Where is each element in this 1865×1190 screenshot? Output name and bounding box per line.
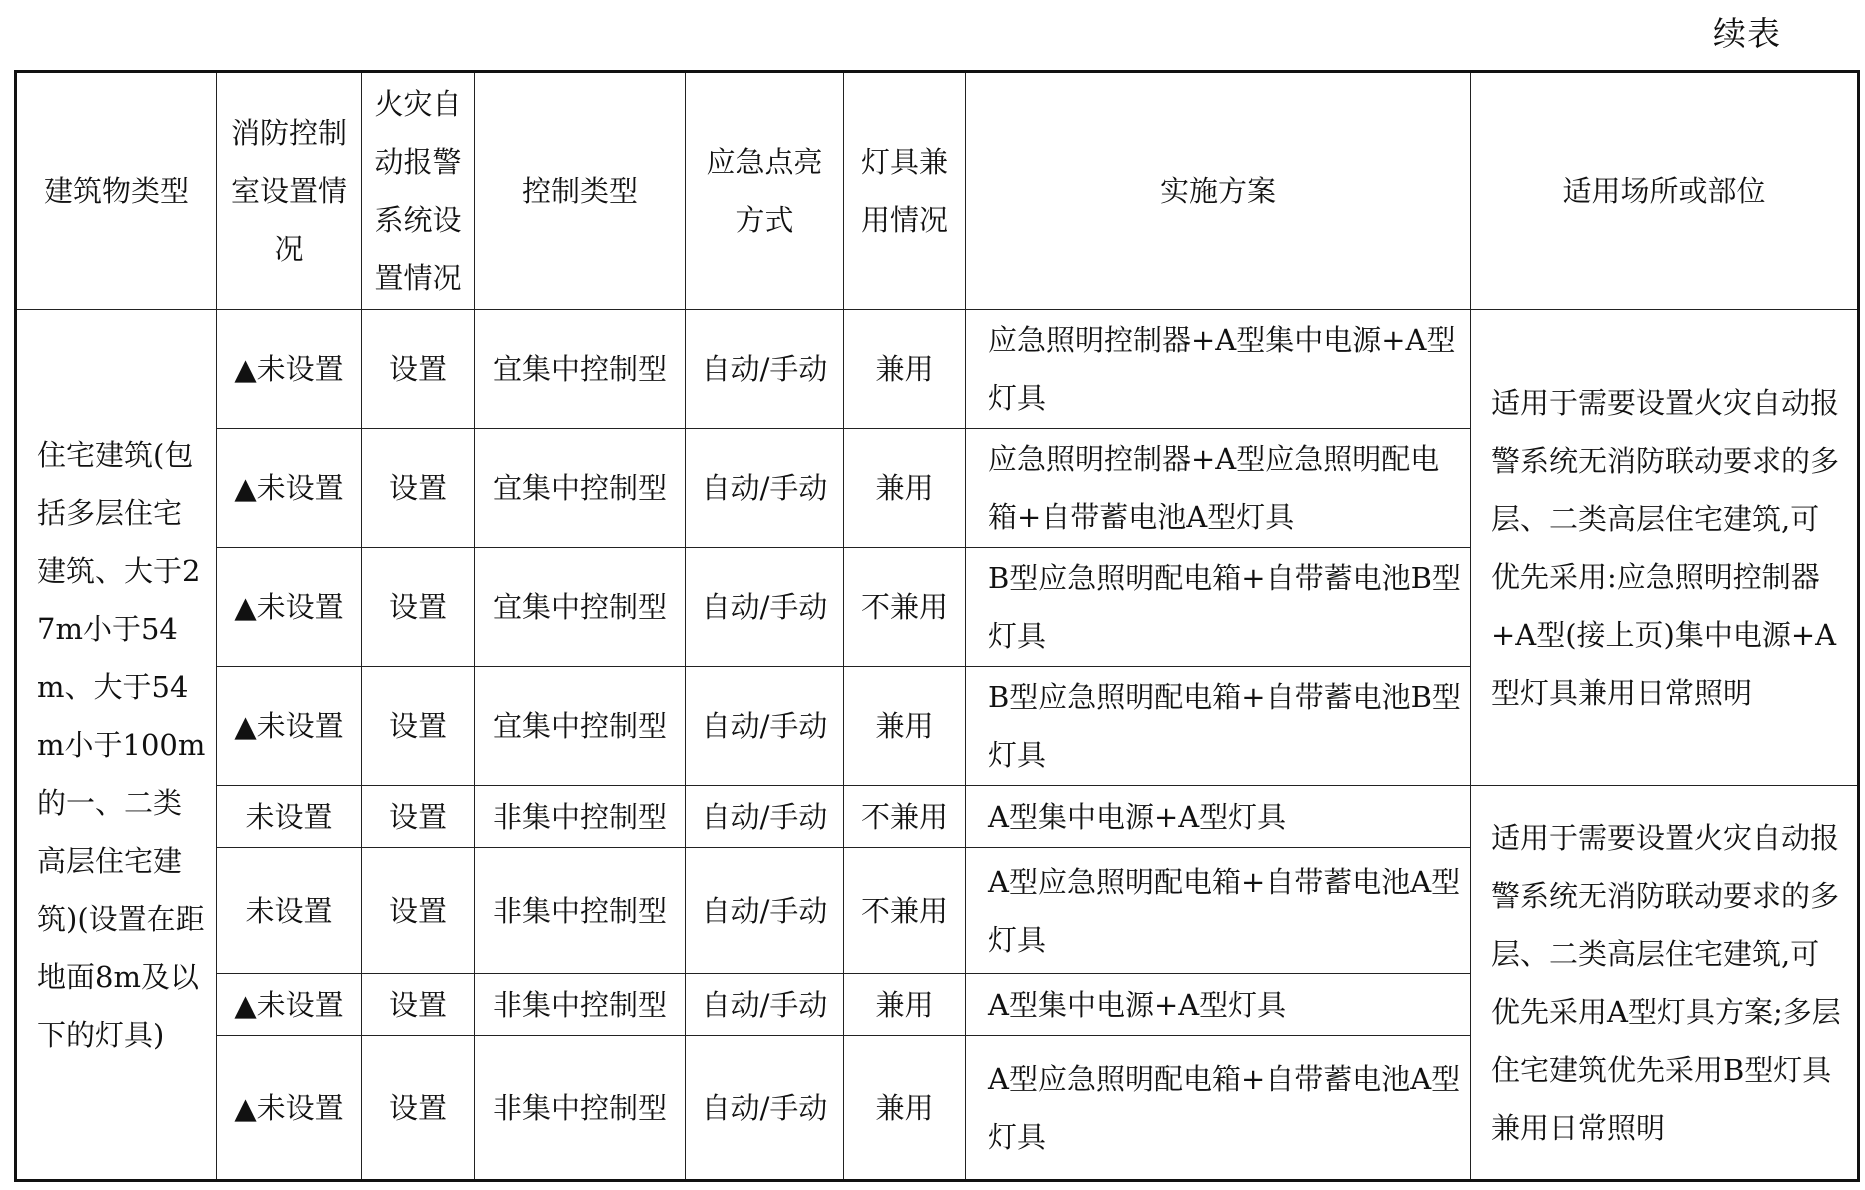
header-plan: 实施方案 — [966, 72, 1471, 310]
header-control-room: 消防控制室设置情况 — [217, 72, 362, 310]
fire-alarm-cell: 设置 — [362, 667, 475, 786]
lamp-shared-cell: 兼用 — [844, 1036, 966, 1181]
fire-alarm-cell: 设置 — [362, 974, 475, 1036]
lighting-mode-cell: 自动/手动 — [686, 1036, 844, 1181]
plan-cell: 应急照明控制器+A型应急照明配电箱+自带蓄电池A型灯具 — [966, 429, 1471, 548]
control-type-cell: 非集中控制型 — [475, 786, 686, 848]
fire-alarm-cell: 设置 — [362, 310, 475, 429]
lamp-shared-cell: 兼用 — [844, 974, 966, 1036]
control-room-cell: ▲未设置 — [217, 429, 362, 548]
lighting-mode-cell: 自动/手动 — [686, 786, 844, 848]
fire-alarm-cell: 设置 — [362, 429, 475, 548]
header-fire-alarm: 火灾自动报警系统设置情况 — [362, 72, 475, 310]
plan-cell: A型集中电源+A型灯具 — [966, 786, 1471, 848]
table-row — [16, 786, 1859, 848]
fire-alarm-cell: 设置 — [362, 1036, 475, 1181]
header-building-type: 建筑物类型 — [16, 72, 217, 310]
fire-alarm-cell: 设置 — [362, 848, 475, 974]
control-type-cell: 宜集中控制型 — [475, 310, 686, 429]
plan-cell: 应急照明控制器+A型集中电源+A型灯具 — [966, 310, 1471, 429]
plan-cell: A型集中电源+A型灯具 — [966, 974, 1471, 1036]
control-room-cell: ▲未设置 — [217, 667, 362, 786]
lighting-mode-cell: 自动/手动 — [686, 848, 844, 974]
building-type-cell: 住宅建筑(包括多层住宅建筑、大于27m小于54m、大于54m小于100m的一、二类高层住宅建筑)(设置在距地面8m及以下的灯具) — [16, 310, 217, 1181]
applicable-cell-group-2: 适用于需要设置火灾自动报警系统无消防联动要求的多层、二类高层住宅建筑,可优先采用A型灯具方案;多层住宅建筑优先采用B型灯具兼用日常照明 — [1471, 786, 1859, 1181]
header-applicable: 适用场所或部位 — [1471, 72, 1859, 310]
lighting-mode-cell: 自动/手动 — [686, 310, 844, 429]
lighting-mode-cell: 自动/手动 — [686, 667, 844, 786]
fire-alarm-cell: 设置 — [362, 786, 475, 848]
lamp-shared-cell: 兼用 — [844, 429, 966, 548]
control-type-cell: 非集中控制型 — [475, 1036, 686, 1181]
control-room-cell: ▲未设置 — [217, 1036, 362, 1181]
control-room-cell: ▲未设置 — [217, 974, 362, 1036]
control-room-cell: 未设置 — [217, 786, 362, 848]
control-room-cell: ▲未设置 — [217, 548, 362, 667]
emergency-lighting-table — [14, 70, 1860, 1182]
continued-label: 续表 — [1713, 14, 1781, 53]
lamp-shared-cell: 兼用 — [844, 667, 966, 786]
lighting-mode-cell: 自动/手动 — [686, 429, 844, 548]
plan-cell: A型应急照明配电箱+自带蓄电池A型灯具 — [966, 1036, 1471, 1181]
control-type-cell: 宜集中控制型 — [475, 429, 686, 548]
table-header-row — [16, 72, 1859, 310]
control-room-cell: ▲未设置 — [217, 310, 362, 429]
plan-cell: A型应急照明配电箱+自带蓄电池A型灯具 — [966, 848, 1471, 974]
header-lamp-shared: 灯具兼用情况 — [844, 72, 966, 310]
plan-cell: B型应急照明配电箱+自带蓄电池B型灯具 — [966, 548, 1471, 667]
lamp-shared-cell: 不兼用 — [844, 548, 966, 667]
lamp-shared-cell: 不兼用 — [844, 786, 966, 848]
header-lighting-mode: 应急点亮方式 — [686, 72, 844, 310]
control-type-cell: 宜集中控制型 — [475, 548, 686, 667]
control-room-cell: 未设置 — [217, 848, 362, 974]
lamp-shared-cell: 兼用 — [844, 310, 966, 429]
control-type-cell: 非集中控制型 — [475, 974, 686, 1036]
control-type-cell: 非集中控制型 — [475, 848, 686, 974]
plan-cell: B型应急照明配电箱+自带蓄电池B型灯具 — [966, 667, 1471, 786]
lighting-mode-cell: 自动/手动 — [686, 974, 844, 1036]
table-row — [16, 310, 1859, 429]
fire-alarm-cell: 设置 — [362, 548, 475, 667]
lighting-mode-cell: 自动/手动 — [686, 548, 844, 667]
lamp-shared-cell: 不兼用 — [844, 848, 966, 974]
header-control-type: 控制类型 — [475, 72, 686, 310]
control-type-cell: 宜集中控制型 — [475, 667, 686, 786]
applicable-cell-group-1: 适用于需要设置火灾自动报警系统无消防联动要求的多层、二类高层住宅建筑,可优先采用:应急照明控制器+A型(接上页)集中电源+A型灯具兼用日常照明 — [1471, 310, 1859, 786]
